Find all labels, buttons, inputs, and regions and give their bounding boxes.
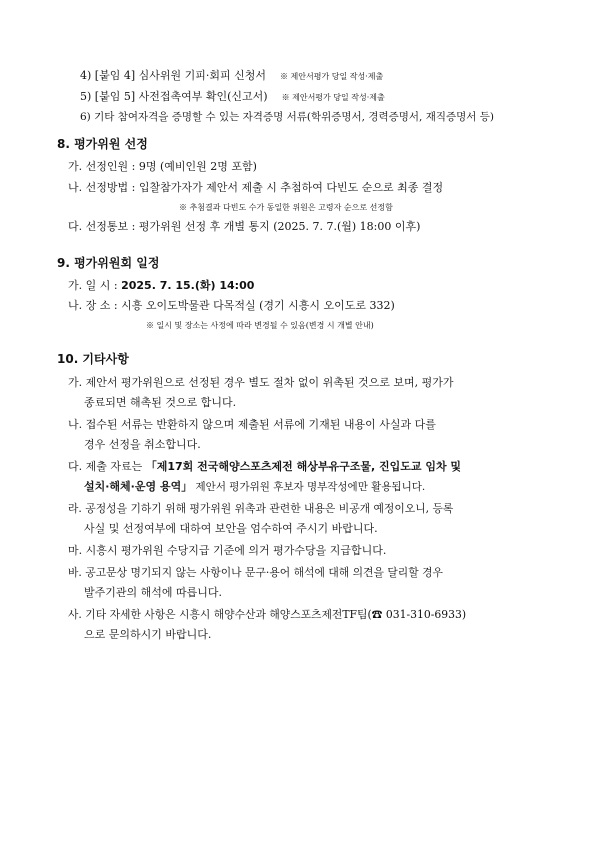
date-label: 가. 일 시 : — [68, 279, 122, 292]
section-10-ga-line1: 가. 제안서 평가위원으로 선정된 경우 별도 절차 없이 위촉된 것으로 보며, 평가가 — [68, 376, 454, 389]
attachment-item-6: 6) 기타 참여자격을 증명할 수 있는 자격증명 서류(학위증명서, 경력증명서, 재직증명서 등) — [80, 111, 495, 123]
section-9-date — [68, 279, 254, 293]
da-project-title-cont: 설치·해체·운영 용역」 — [84, 480, 193, 493]
section-9-title: 9. 평가위원회 일정 — [57, 256, 160, 270]
section-10-sa-line1: 사. 기타 자세한 사항은 시흥시 해양수산과 해양스포츠제전TF팀(☎ 031-310-6933) — [68, 608, 467, 621]
section-10-na-line1: 나. 접수된 서류는 반환하지 않으며 제출된 서류에 기재된 내용이 사실과 다를 — [68, 418, 436, 431]
attachment-note: ※ 제안서평가 당일 작성·제출 — [281, 93, 385, 102]
section-8-item-ga: 가. 선정인원 : 9명 (예비인원 2명 포함) — [68, 160, 257, 173]
section-10-ra-line1: 라. 공정성을 기하기 위해 평가위원 위촉과 관련한 내용은 비공개 예정이오니, 등록 — [68, 502, 454, 515]
attachment-text: 4) [붙임 4] 심사위원 기피·회피 신청서 — [80, 69, 266, 82]
date-value: 2025. 7. 15.(화) 14:00 — [121, 279, 255, 292]
section-10-na-line2: 경우 선정을 취소합니다. — [84, 438, 201, 451]
section-10-ra-line2: 사실 및 선정여부에 대하여 보안을 엄수하여 주시기 바랍니다. — [84, 522, 378, 535]
attachment-note: ※ 제안서평가 당일 작성·제출 — [280, 72, 384, 81]
section-10-da-line2 — [84, 480, 425, 494]
attachment-item-4 — [80, 69, 383, 83]
section-10-ba-line2: 발주기관의 해석에 따릅니다. — [84, 586, 223, 599]
attachment-text: 5) [붙임 5] 사전접촉여부 확인(신고서) — [80, 90, 268, 103]
section-10-ma: 마. 시흥시 평가위원 수당지급 기준에 의거 평가수당을 지급합니다. — [68, 544, 387, 557]
section-10-title: 10. 기타사항 — [57, 352, 129, 366]
section-10-ba-line1: 바. 공고문상 명기되지 않는 사항이나 문구·용어 해석에 대해 의견을 달리할 경우 — [68, 566, 443, 579]
da-project-title: 「제17회 전국해양스포츠제전 해상부유구조물, 진입도교 임차 및 — [145, 460, 462, 473]
section-8-item-da: 다. 선정통보 : 평가위원 선정 후 개별 통지 (2025. 7. 7.(월) 18:00 이후) — [68, 220, 421, 233]
da-rest: 제안서 평가위원 후보자 명부작성에만 활용됩니다. — [192, 481, 426, 493]
section-9-note: ※ 일시 및 장소는 사정에 따라 변경될 수 있음(변경 시 개별 안내) — [146, 321, 374, 330]
section-10-sa-line2: 으로 문의하시기 바랍니다. — [84, 628, 212, 641]
section-10-da-line1 — [68, 460, 461, 474]
section-10-ga-line2: 종료되면 해촉된 것으로 합니다. — [84, 396, 237, 409]
section-9-place: 나. 장 소 : 시흥 오이도박물관 다목적실 (경기 시흥시 오이도로 332) — [68, 299, 395, 312]
attachment-item-5 — [80, 90, 385, 104]
section-8-title: 8. 평가위원 선정 — [57, 137, 148, 151]
da-prefix: 다. 제출 자료는 — [68, 460, 146, 473]
section-8-item-na: 나. 선정방법 : 입찰참가자가 제안서 제출 시 추첨하여 다빈도 순으로 최종 결정 — [68, 181, 444, 194]
section-8-note: ※ 추첨결과 다빈도 수가 동일한 위원은 고령자 순으로 선정함 — [179, 203, 393, 212]
